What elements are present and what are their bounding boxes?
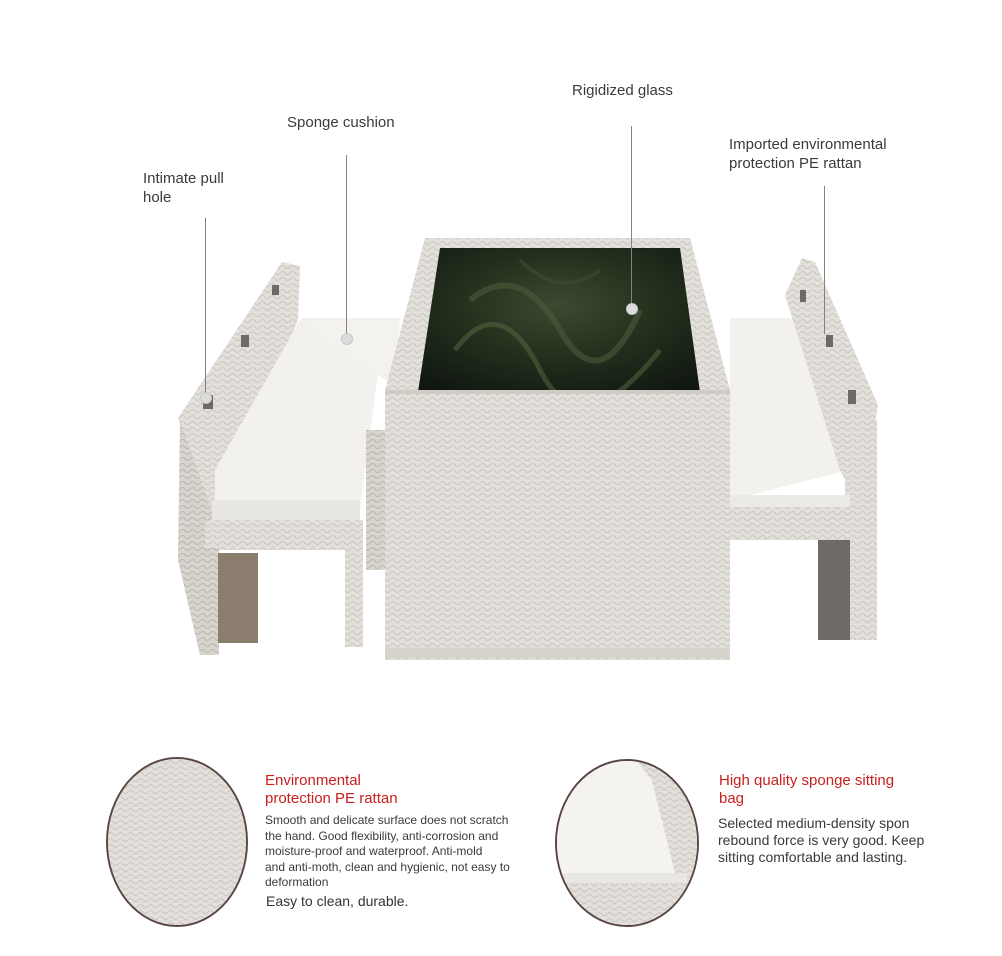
feature-extra-rattan: Easy to clean, durable. [266,893,409,909]
callout-imported-rattan: Imported environmental protection PE rattan [729,136,887,172]
callout-rigidized-glass: Rigidized glass [572,82,673,99]
leader-line [631,126,632,306]
sponge-closeup-image [555,759,699,927]
marker-dot [626,303,638,315]
rattan-closeup-image [106,757,248,927]
callout-sponge-cushion: Sponge cushion [287,114,395,131]
marker-dot [200,392,212,404]
rattan-texture [108,759,246,925]
feature-body-sponge: Selected medium-density spon rebound force is very good. Keep sitting comfortable and lasting. [718,815,925,865]
feature-title-rattan: Environmental protection PE rattan [265,772,398,807]
feature-body-rattan: Smooth and delicate surface does not scratch the hand. Good flexibility, anti-corrosion and moisture-proof and waterproof. Anti-mold and anti-moth, clean and hygienic, not easy to deformation [265,813,510,889]
callout-intimate-pull-hole: Intimate pull hole [143,170,224,206]
sponge-texture [557,761,697,925]
leader-line [824,186,825,334]
table [385,238,730,660]
marker-dot [341,333,353,345]
leader-line [346,155,347,337]
right-bench [728,258,878,640]
leader-line [205,218,206,396]
feature-title-sponge: High quality sponge sitting bag [719,772,895,807]
